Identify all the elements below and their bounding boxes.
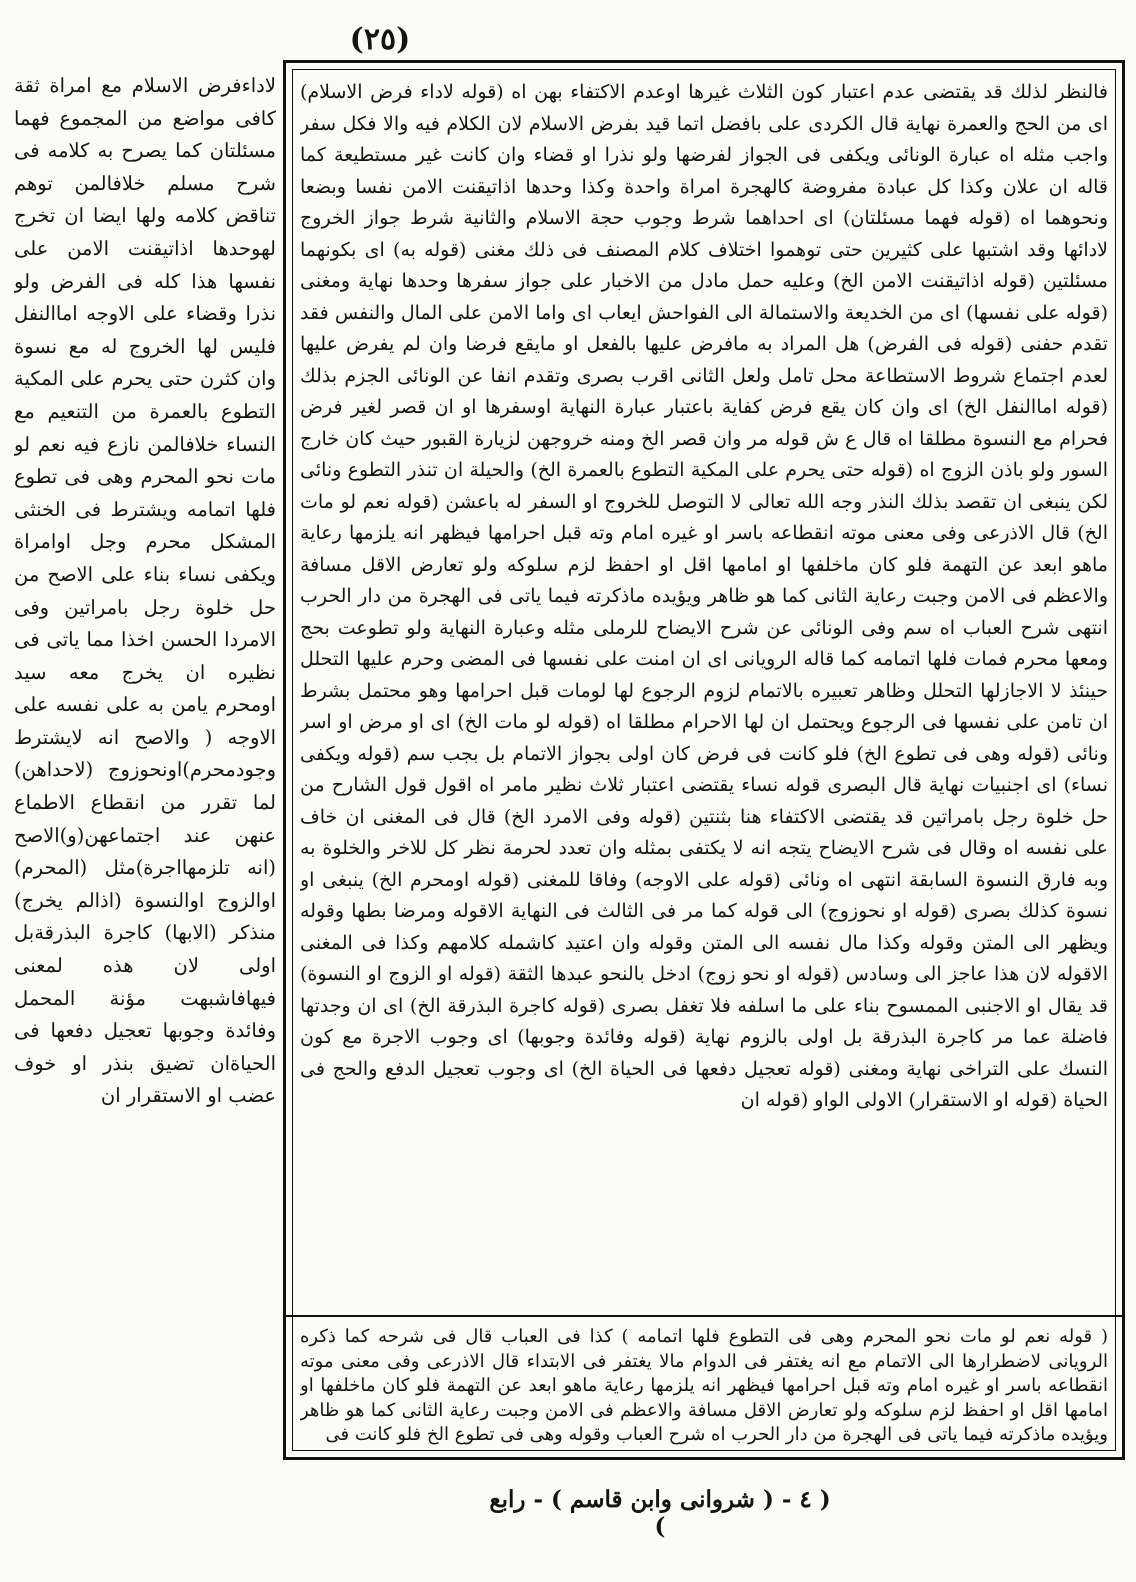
margin-commentary [14, 70, 276, 1540]
footnote [300, 1325, 1108, 1453]
footnote-divider [286, 1315, 1122, 1317]
main-paragraph: فالنظر لذلك قد يقتضى عدم اعتبار كون الثلاث غيرها اوعدم الاكتفاء بهن اه (قوله لاداء فرض الاسلام) اى من الحج والعمرة نهاية قال الكردى على بافضل اتما قيد بفرض الاسلام لان الكلام فيه والا فكل سفر واجب مثله اه عبارة الونائى ويكفى فى الجواز لفرضها ولو نذرا او قضاء وان كانت غير مستطيعة كما قاله ان علان وكذا كل عبادة مفروضة كالهجرة امراة واحدة وكذا وحدها اذاتيقنت الامن نفسا وبضعا ونحوهما اه (قوله فهما مسئلتان) اى احداهما شرط وجوب حجة الاسلام والثانية شرط جواز الخروج لادائها وقد اشتبها على كثيرين حتى توهموا اختلاف كلام المصنف فى ذلك مغنى (قوله به) اى بكونهما مسئلتين (قوله اذاتيقنت الامن الخ) وعليه حمل مادل من الاخبار على جواز سفرها وحدها نهاية ومغنى (قوله على نفسها) اى من الخديعة والاستمالة الى الفواحش ايعاب اى واما الامن على المال والنفس فقد تقدم حفنى (قوله فى الفرض) هل المراد به مافرض عليها بالفعل او مايقع فرضا وان لم يفرض عليها لعدم اجتماع شروط الاستطاعة محل تامل ولعل الثانى اقرب بصرى وتقدم انفا عن الونائى الجزم بذلك (قوله اماالنفل الخ) اى وان كان يقع فرض كفاية باعتبار عبارة النهاية اوسفرها او ان قصر لغير فرض فحرام مع النسوة مطلقا اه قال ع ش قوله مر وان قصر الخ ومنه خروجهن لزيارة القبور حيث كان خارج السور ولو باذن الزوج اه (قوله حتى يحرم على المكية التطوع بالعمرة الخ) والحيلة ان تنذر التطوع ونائى لكن ينبغى ان تقصد بذلك النذر وجه الله تعالى لا التوصل للخروج او السفر له باعشن (قوله نعم لو مات الخ) قال الاذرعى وفى معنى موته انقطاعه باسر او غيره امام وته قبل احرامها فيظهر انه يلزمها رعاية ماهو ابعد عن التهمة فلو كان ماخلفها او امامها اقل او احفظ لزم سلوكه ولو تعارض الاقل مسافة والاعظم فى الامن وجبت رعاية الثانى كما هو ظاهر ويؤيده ماذكرته فيما ياتى فى الهجرة من دار الحرب انتهى شرح العباب اه سم وفى الونائى عن شرح الايضاح للرملى مثله وعبارة النهاية ولو تطوعت بحج ومعها محرم فمات فلها اتمامه كما قاله الرويانى اى ان امنت على نفسها فى المضى وحرم عليها التحلل حينئذ لا الاجازلها التحلل وظاهر تعبيره بالاتمام لزوم الرجوع لها لومات قبل احرامها وهو محتمل بشرط ان تامن على نفسها فى الرجوع ويحتمل ان لها الاحرام مطلقا اه (قوله لو مات الخ) اى او مرض او اسر ونائى (قوله وهى فى تطوع الخ) فلو كانت فى فرض كان اولى بجواز الاتمام بل بجب سم (قوله ويكفى نساء) اى اجنبيات نهاية قال البصرى قوله نساء يقتضى اعتبار ثلاث نظير مامر اه اقول قول الشارح من حل خلوة رجل بامراتين قد يقتضى الاكتفاء هنا بثنتين (قوله وفى الامرد الخ) قال فى المغنى ان خاف على نفسه اه وقال فى شرح الايضاح يتجه انه لا يكتفى بمثله وان تعدد لحرمة نظر كل للاخر والخلوة به وبه فارق النسوة السابقة انتهى اه ونائى (قوله على الاوجه) وفاقا للمغنى (قوله اومحرم الخ) ينبغى او نسوة كذلك بصرى (قوله او نحوزوج) الى قوله كما مر فى الثالث فى النهاية الاقوله ومرضا بطها وقوله ويظهر الى المتن وقوله وكذا مال نفسه الى المتن وقوله وان اعتيد كاشمله كلامهم وكذا فى المغنى الاقوله لان هذا عاجز الى وسادس (قوله او نحو زوج) ادخل بالنحو عبدها الثقة (قوله او الزوج او النسوة) قد يقال او الاجنبى الممسوح بناء على ما اسلفه فلا تغفل بصرى (قوله كاجرة البذرقة الخ) اى ان وجدتها فاضلة عما مر كاجرة البذرقة بل اولى بالزوم نهاية (قوله وفائدة وجوبها) اى وجوب الاجرة مع كون النسك على التراخى نهاية ومغنى (قوله تعجيل دفعها فى الحياة الخ) اى وجوب تعجيل الدفع والحج فى الحياة (قوله او الاستقرار) الاولى الواو (قوله ان [300, 81, 1108, 1111]
page-number: (٢٥) [349, 22, 411, 57]
main-commentary [300, 77, 1108, 1309]
main-text-frame [283, 60, 1125, 1460]
margin-paragraph: لاداءفرض الاسلام مع امراة ثقة كافى مواضع من المجموع فهما مسئلتان كما يصرح به كلامه فى شرح مسلم خلافالمن توهم تناقض كلامه ولها ايضا ان تخرج لهوحدها اذاتيقنت الامن على نفسها هذا كله فى الفرض ولو نذرا وقضاء على الاوجه اماالنفل فليس لها الخروج له مع نسوة وان كثرن حتى يحرم على المكية التطوع بالعمرة من التنعيم مع النساء خلافالمن نازع فيه نعم لو مات نحو المحرم وهى فى تطوع فلها اتمامه ويشترط فى الخنثى المشكل محرم وجل اوامراة ويكفى نساء بناء على الاصح من حل خلوة رجل بامراتين وفى الامردا الحسن اخذا مما ياتى فى نظيره ان يخرج معه سيد اومحرم يامن به على نفسه على الاوجه ( والاصح انه لايشترط وجودمحرم)اونحوزوج (لاحداهن) لما تقرر من انقطاع الاطماع عنهن عند اجتماعهن(و)الاصح (انه تلزمهااجرة)مثل (المحرم) اوالزوج اوالنسوة (اذالم يخرج) منذكر (الابها) كاجرة البذرقةبل اولى لان هذه لمعنى فيهافاشبهت مؤنة المحمل وفائدة وجوبها تعجيل دفعها فى الحياةان تضيق بنذر او خوف عضب او الاستقرار ان [14, 74, 276, 1108]
footer-label: ( ٤ - ( شروانى وابن قاسم ) - رابع ) [489, 1486, 831, 1540]
footnote-paragraph: ( قوله نعم لو مات نحو المحرم وهى فى التطوع فلها اتمامه ) كذا فى العباب قال فى شرحه كما ذكره الرويانى لاضطرارها الى الاتمام مع انه يغتفر فى الدوام مالا يغتفر فى الابتداء قال الاذرعى وفى معنى موته انقطاعه باسر او غيره امام وته قبل احرامها فيظهر انه يلزمها رعاية ماهو ابعد عن التهمة فلو كان ماخلفها او امامها اقل او احفظ لزم سلوكه ولو تعارض الاقل مسافة والاعظم فى الامن وجبت رعاية الثانى كما هو ظاهر ويؤيده ماذكرته فيما ياتى فى الهجرة من دار الحرب اه شرح العباب وقوله وهى فى تطوع الخ فلو كانت فى [300, 1326, 1108, 1445]
